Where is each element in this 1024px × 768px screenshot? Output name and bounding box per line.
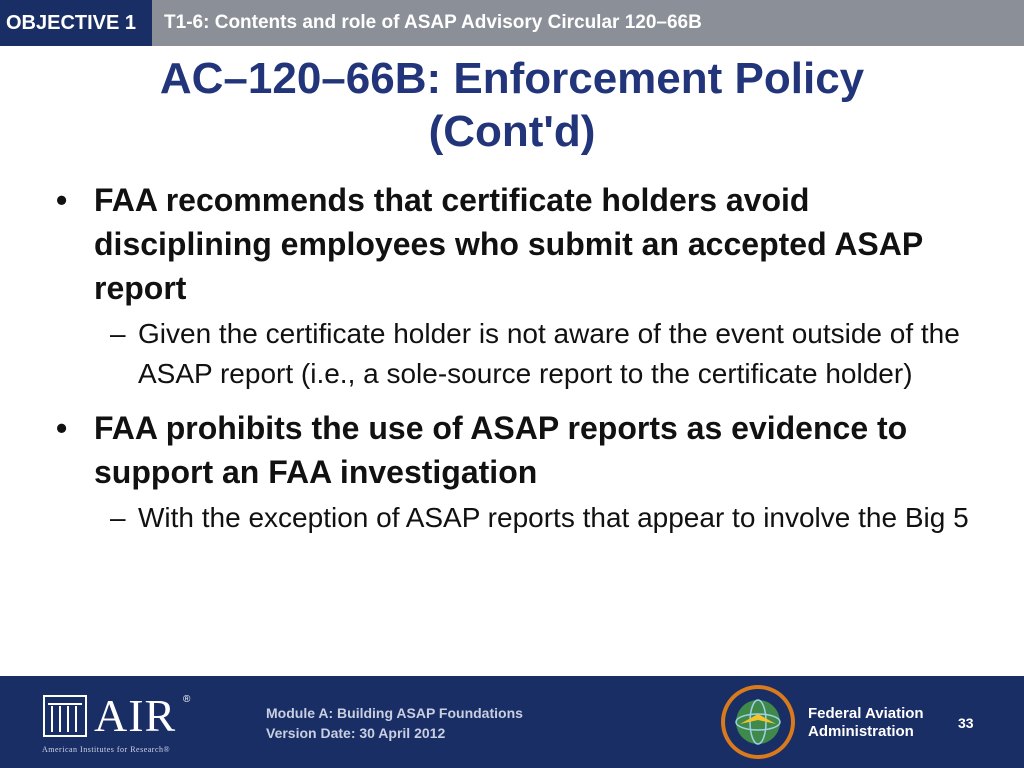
sub-bullet-item [50, 498, 980, 538]
dash-marker: – [110, 502, 126, 533]
objective-tag: OBJECTIVE 1 [0, 0, 152, 46]
sub-bullet-text: Given the certificate holder is not aware of the event outside of the ASAP report (i.e., a sole-source report to the certificate holder) [138, 318, 960, 389]
footer-bar [0, 676, 1024, 768]
dash-marker: – [110, 318, 126, 349]
module-info [266, 703, 523, 743]
slide-title [0, 52, 1024, 158]
bullet-text: FAA recommends that certificate holders avoid disciplining employees who submit an accepted ASAP report [94, 182, 923, 306]
module-name: Module A: Building ASAP Foundations [266, 705, 523, 721]
faa-name-line-1: Federal Aviation [808, 705, 924, 722]
bullet-marker: • [56, 182, 68, 218]
air-logo-text: AIR [94, 690, 177, 741]
faa-name-line-2: Administration [808, 723, 914, 740]
faa-seal-icon [720, 684, 796, 760]
header-bar [0, 0, 1024, 46]
sub-bullet-item [50, 314, 980, 394]
version-date: Version Date: 30 April 2012 [266, 725, 446, 741]
page-number: 33 [958, 715, 974, 731]
faa-name [808, 705, 924, 741]
topic-title: T1-6: Contents and role of ASAP Advisory Circular 120–66B [164, 12, 702, 33]
bullet-text: FAA prohibits the use of ASAP reports as evidence to support an FAA investigation [94, 410, 908, 490]
slide-title-line-2: (Cont'd) [428, 107, 596, 156]
bullet-item [50, 178, 980, 310]
slide-title-line-1: AC–120–66B: Enforcement Policy [159, 54, 865, 103]
bullet-item [50, 406, 980, 494]
slide-body [50, 178, 980, 538]
sub-bullet-text: With the exception of ASAP reports that appear to involve the Big 5 [138, 502, 969, 533]
air-registered-mark: ® [183, 694, 191, 705]
bullet-marker: • [56, 410, 68, 446]
air-subtitle: American Institutes for Research® [42, 745, 171, 754]
